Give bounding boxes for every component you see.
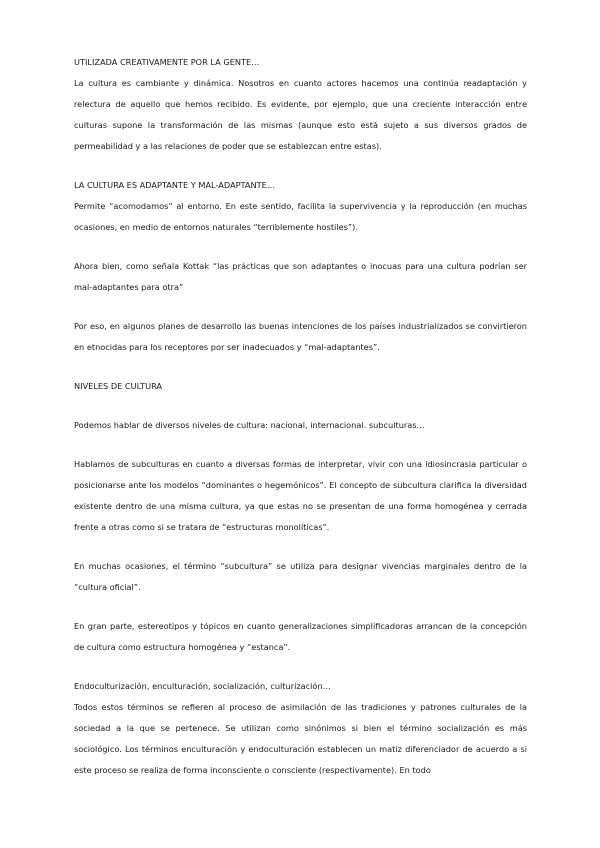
spacer [74,157,527,175]
spacer [74,658,527,676]
spacer [74,358,527,376]
section-heading-utilizada: UTILIZADA CREATIVAMENTE POR LA GENTE… [74,57,260,67]
document-body [74,52,527,781]
section-heading-niveles: NIVELES DE CULTURA [74,381,163,391]
spacer [74,397,527,415]
spacer [74,298,527,316]
spacer [74,238,527,256]
paragraph-niveles: Podemos hablar de diversos niveles de cultura: nacional, internacional. subculturas… [74,420,425,430]
spacer [74,436,527,454]
paragraph-cambiante: La cultura es cambiante y dinámica. Nosotros en cuanto actores hacemos una continúa readaptación y relectura de aquello que hemos recibido. Es evidente, por ejemplo, que una creciente interacción entre culturas supone la transformación de las mismas (aunque esto está sujeto a sus diversos grados de permeabilidad y a las relaciones de poder que se establezcan entre estas). [74,78,527,151]
paragraph-estereotipos: En gran parte, estereotipos y tópicos en cuanto generalizaciones simplificadoras arrancan de la concepción de cultura como estructura homogénea y “estanca”. [74,621,527,652]
section-heading-adaptante: LA CULTURA ES ADAPTANTE Y MAL-ADAPTANTE… [74,180,276,190]
paragraph-kottak: Ahora bien, como señala Kottak “las prácticas que son adaptantes o inocuas para una cultura podrían ser mal-adaptantes para otra” [74,261,527,292]
paragraph-terminos: Todos estos términos se refieren al proceso de asimilación de las tradiciones y patrones culturales de la sociedad a la que se pertenece. Se utilizan como sinónimos si bien el término socialización es más sociológico. Los términos enculturación y endoculturación establecen un matiz diferenciador de acuerdo a si este proceso se realiza de forma inconsciente o consciente (respectivamente). En todo [74,702,527,775]
spacer [74,598,527,616]
section-heading-endoculturizacion: Endoculturización, enculturación, socialización, culturización… [74,681,331,691]
paragraph-subculturas: Hablamos de subculturas en cuanto a diversas formas de interpretar, vivir con una idiosincrasia particular o posicionarse ante los modelos “dominantes o hegemónicos”. El concepto de subcultura clarifica la diversidad existente dentro de una misma cultura, ya que estas no se presentan de una forma homogénea y cerrada frente a otras como si se tratara de “estructuras monolíticas”. [74,459,527,532]
paragraph-acomodamos: Permite “acomodamos” al entorno. En este sentido, facilita la supervivencia y la reproducción (en muchas ocasiones, en medio de entornos naturales “terriblemente hostiles”). [74,201,527,232]
paragraph-ocasiones: En muchas ocasiones, el término “subcultura” se utiliza para designar vivencias marginales dentro de la “cultura oficial”. [74,561,527,592]
paragraph-planes: Por eso, en algunos planes de desarrollo las buenas intenciones de los países industrializados se convirtieron en etnocidas para los receptores por ser inadecuados y “mal-adaptantes”. [74,321,527,352]
spacer [74,538,527,556]
